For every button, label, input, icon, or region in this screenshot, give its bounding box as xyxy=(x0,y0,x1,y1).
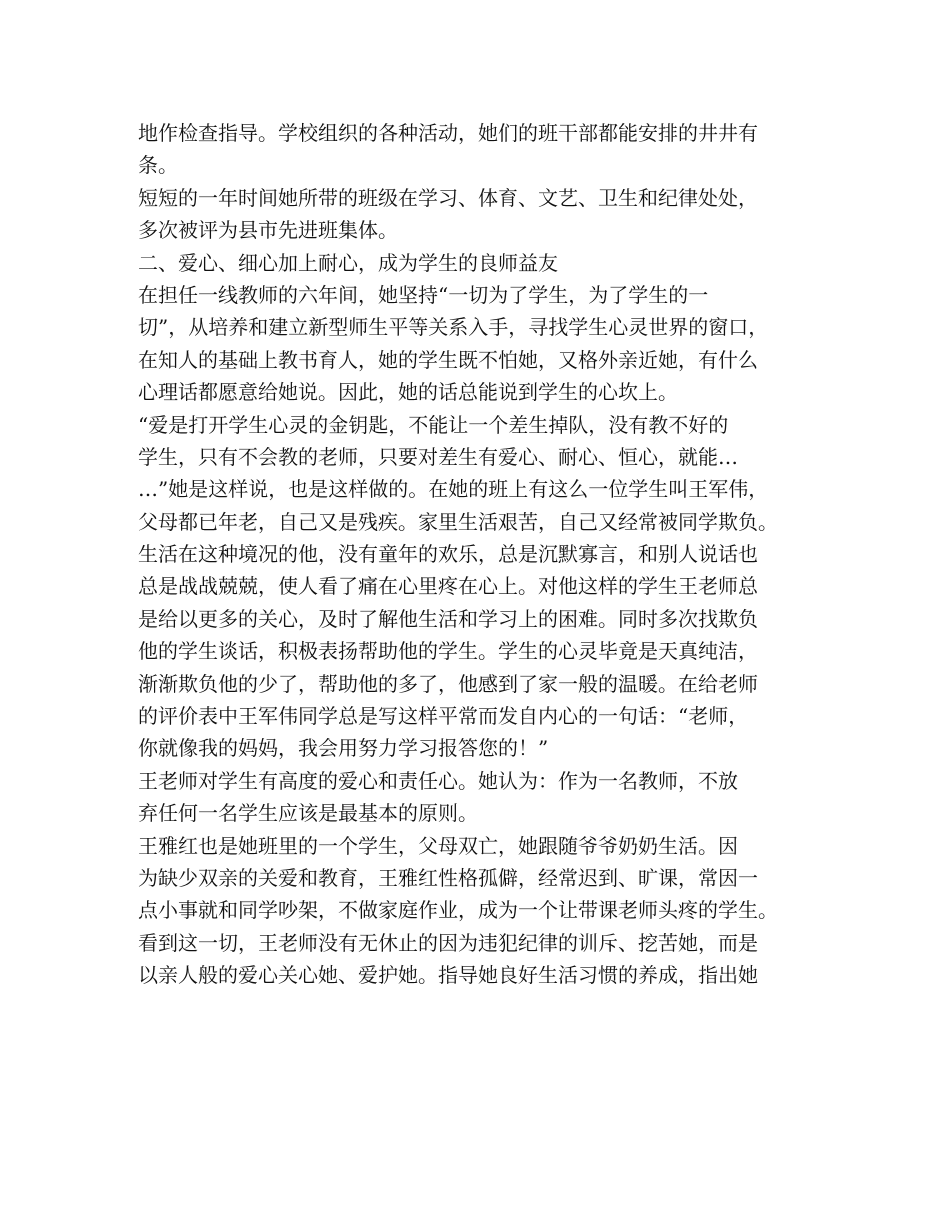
text-line: 他的学生谈话，积极表扬帮助他的学生。学生的心灵毕竟是天真纯洁， xyxy=(138,639,758,664)
text-line: 弃任何一名学生应该是最基本的原则。 xyxy=(138,801,478,826)
text-line: 是给以更多的关心，及时了解他生活和学习上的困难。同时多次找欺负 xyxy=(138,606,758,631)
document-body xyxy=(138,117,828,992)
text-line: 渐渐欺负他的少了，帮助他的多了，他感到了家一般的温暖。在给老师 xyxy=(138,671,758,696)
text-line: 在知人的基础上教书育人，她的学生既不怕她，又格外亲近她，有什么 xyxy=(138,347,758,372)
text-line: 地作检查指导。学校组织的各种活动，她们的班干部都能安排的井井有 xyxy=(138,121,758,145)
text-line: 总是战战兢兢，使人看了痛在心里疼在心上。对他这样的学生王老师总 xyxy=(138,574,758,599)
text-line: 在担任一线教师的六年间，她坚持“一切为了学生，为了学生的一 xyxy=(138,282,709,307)
text-line: 条。 xyxy=(138,153,178,178)
text-line: 多次被评为县市先进班集体。 xyxy=(138,218,398,243)
text-line: 生活在这种境况的他，没有童年的欢乐，总是沉默寡言，和别人说话也 xyxy=(138,542,758,567)
section-heading: 二、爱心、细心加上耐心，成为学生的良师益友 xyxy=(138,250,558,275)
text-line: 父母都已年老，自己又是残疾。家里生活艰苦，自己又经常被同学欺负。 xyxy=(138,509,778,534)
text-line: 学生，只有不会教的老师，只要对差生有爱心、耐心、恒心，就能… xyxy=(138,444,738,469)
text-line: 以亲人般的爱心关心她、爱护她。指导她良好生活习惯的养成，指出她 xyxy=(138,963,758,988)
text-line: …”她是这样说，也是这样做的。在她的班上有这么一位学生叫王军伟， xyxy=(138,477,769,502)
text-line: “爱是打开学生心灵的金钥匙，不能让一个差生掉队，没有教不好的 xyxy=(138,412,729,437)
text-line: 短短的一年时间她所带的班级在学习、体育、文艺、卫生和纪律处处， xyxy=(138,185,758,210)
text-line: 切”，从培养和建立新型师生平等关系入手，寻找学生心灵世界的窗口， xyxy=(138,315,769,340)
text-line: 的评价表中王军伟同学总是写这样平常而发自内心的一句话：“老师， xyxy=(138,704,749,729)
text-line: 王雅红也是她班里的一个学生，父母双亡，她跟随爷爷奶奶生活。因 xyxy=(138,833,738,858)
text-line: 王老师对学生有高度的爱心和责任心。她认为：作为一名教师，不放 xyxy=(138,768,738,793)
text-line: 点小事就和同学吵架，不做家庭作业，成为一个让带课老师头疼的学生。 xyxy=(138,898,778,923)
text-line: 为缺少双亲的关爱和教育，王雅红性格孤僻，经常迟到、旷课，常因一 xyxy=(138,865,758,890)
text-line: 看到这一切，王老师没有无休止的因为违犯纪律的训斥、挖苦她，而是 xyxy=(138,930,758,955)
text-line: 你就像我的妈妈，我会用努力学习报答您的！” xyxy=(138,736,549,761)
text-line: 心理话都愿意给她说。因此，她的话总能说到学生的心坎上。 xyxy=(138,380,678,405)
